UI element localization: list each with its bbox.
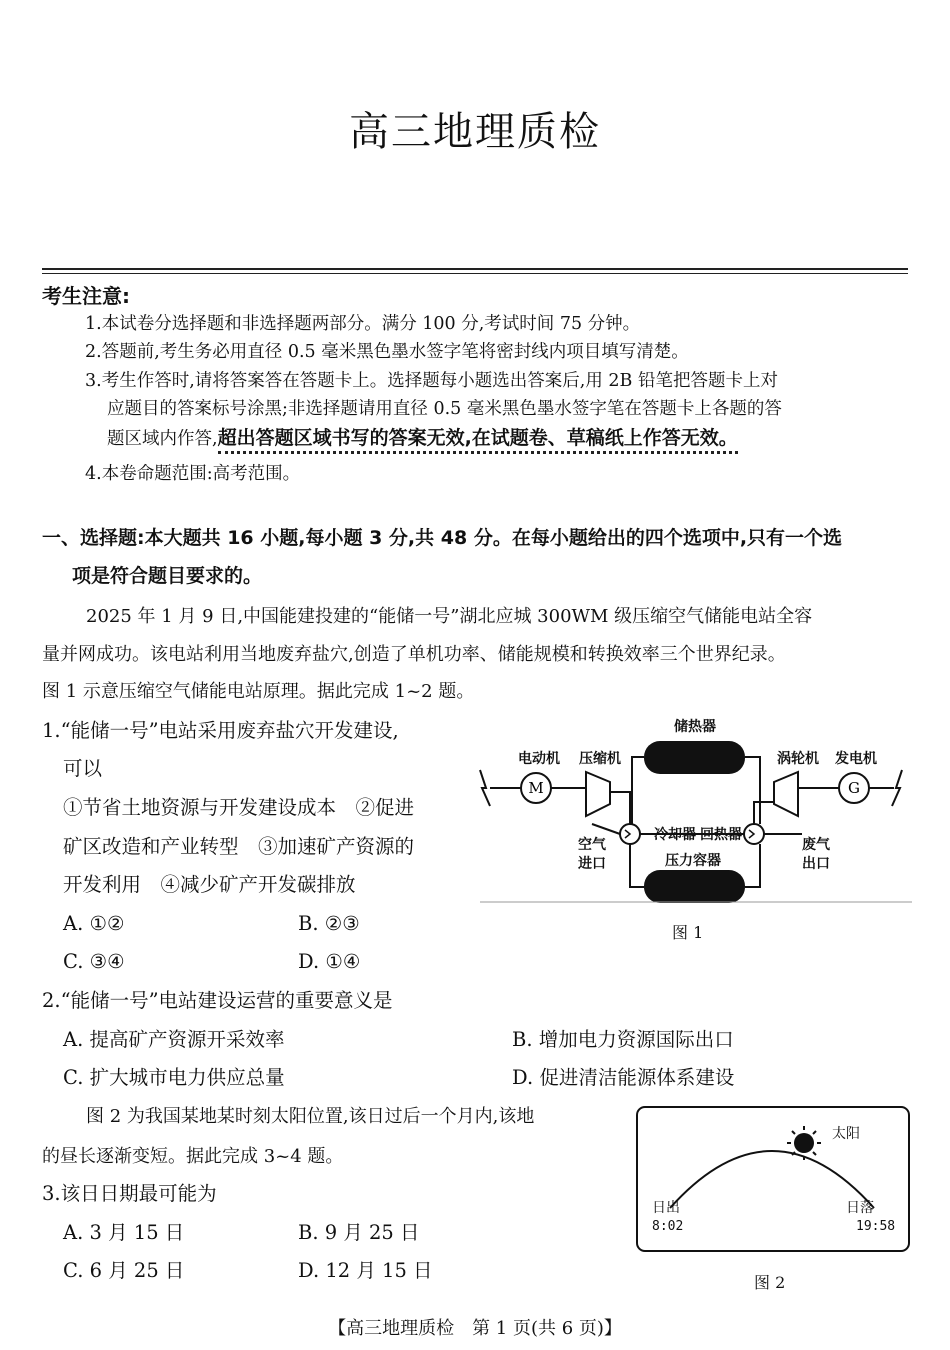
fig1-power-in-icon — [480, 770, 490, 806]
page-footer: 【高三地理质检 第 1 页(共 6 页)】 — [328, 1318, 622, 1339]
notice-item-3-end-text: 题区域内作答, — [107, 429, 218, 449]
notice-emphasis: 超出答题区域书写的答案无效,在试题卷、草稿纸上作答无效。 — [218, 427, 738, 454]
fig1-turbine-icon — [774, 772, 798, 816]
notice-item-3-cont: 应题目的答案标号涂黑;非选择题请用直径 0.5 毫米黑色墨水签字笔在答题卡上各题的答 — [107, 399, 782, 419]
fig2-sunrise-label: 日出 — [652, 1200, 680, 1216]
fig1-label-turbine: 涡轮机 — [777, 751, 819, 767]
fig1-generator-letter: G — [848, 779, 860, 797]
notice-item-3-end — [107, 425, 738, 453]
fig1-label-compressor: 压缩机 — [579, 751, 621, 767]
fig1-label-heat-store: 储热器 — [674, 719, 716, 735]
figure2-diagram — [636, 1106, 912, 1254]
q3-option-d[interactable]: D. 12 月 15 日 — [298, 1259, 433, 1282]
fig1-label-motor: 电动机 — [518, 751, 560, 767]
notice-item-3: 3.考生作答时,请将答案答在答题卡上。选择题每小题选出答案后,用 2B 铅笔把答题卡上对 — [85, 371, 778, 391]
section-heading-cont: 项是符合题目要求的。 — [72, 565, 263, 587]
intro2-line-2: 的昼长逐渐变短。据此完成 3~4 题。 — [42, 1146, 344, 1167]
fig2-sunset-label: 日落 — [846, 1200, 874, 1216]
intro2-line-1: 图 2 为我国某地某时刻太阳位置,该日过后一个月内,该地 — [86, 1106, 535, 1127]
fig1-heat-store-tank — [644, 741, 745, 774]
q1-option-c[interactable]: C. ③④ — [63, 950, 125, 973]
fig1-label-pressure: 压力容器 — [665, 853, 721, 869]
intro1-line-1: 2025 年 1 月 9 日,中国能建投建的“能储一号”湖北应城 300WM 级压缩空气储能电站全容 — [86, 606, 813, 627]
fig1-label-cooler: 冷却器 — [654, 827, 696, 843]
q2-option-b[interactable]: B. 增加电力资源国际出口 — [512, 1028, 734, 1051]
intro1-line-3: 图 1 示意压缩空气储能电站原理。据此完成 1~2 题。 — [42, 681, 475, 702]
fig1-label-generator: 发电机 — [835, 751, 877, 767]
fig1-label-exhaust-1: 废气 — [802, 837, 830, 853]
fig1-compressor-icon — [586, 772, 610, 816]
notice-item-4: 4.本卷命题范围:高考范围。 — [85, 464, 301, 484]
figure2-caption: 图 2 — [754, 1273, 786, 1292]
q1-statement-2: 矿区改造和产业转型 ③加速矿产资源的 — [63, 835, 415, 858]
notice-item-2: 2.答题前,考生务必用直径 0.5 毫米黑色墨水签字笔将密封线内项目填写清楚。 — [85, 342, 689, 362]
q3-stem: 3.该日日期最可能为 — [42, 1182, 217, 1205]
q1-statement-1: ①节省土地资源与开发建设成本 ②促进 — [63, 796, 415, 819]
q1-option-a[interactable]: A. ①② — [63, 912, 125, 935]
figure1-caption: 图 1 — [672, 923, 704, 942]
q1-stem-cont: 可以 — [63, 757, 103, 780]
q3-option-b[interactable]: B. 9 月 25 日 — [298, 1221, 420, 1244]
q1-option-b[interactable]: B. ②③ — [298, 912, 360, 935]
q2-stem: 2.“能储一号”电站建设运营的重要意义是 — [42, 989, 393, 1012]
section-heading: 一、选择题:本大题共 16 小题,每小题 3 分,共 48 分。在每小题给出的四个选项中,只有一个选 — [42, 527, 843, 549]
fig2-sun-label: 太阳 — [832, 1126, 860, 1142]
q3-option-c[interactable]: C. 6 月 25 日 — [63, 1259, 185, 1282]
figure1-diagram — [472, 712, 912, 907]
header-rule — [42, 268, 908, 270]
fig2-sunset-time: 19:58 — [856, 1219, 896, 1234]
fig1-pressure-tank — [644, 870, 745, 903]
fig1-label-exhaust-2: 出口 — [802, 856, 830, 872]
intro1-line-2: 量并网成功。该电站利用当地废弃盐穴,创造了单机功率、储能规模和转换效率三个世界纪录。 — [42, 644, 786, 665]
header-rule-thin — [42, 273, 908, 274]
fig1-label-air-in-2: 进口 — [578, 856, 606, 872]
q1-option-d[interactable]: D. ①④ — [298, 950, 361, 973]
q2-option-a[interactable]: A. 提高矿产资源开采效率 — [63, 1028, 285, 1051]
fig1-label-reheater: 回热器 — [700, 827, 742, 843]
q2-option-c[interactable]: C. 扩大城市电力供应总量 — [63, 1066, 285, 1089]
q2-option-d[interactable]: D. 促进清洁能源体系建设 — [512, 1066, 735, 1089]
q3-option-a[interactable]: A. 3 月 15 日 — [63, 1221, 185, 1244]
fig1-motor-letter: M — [528, 779, 544, 797]
notice-heading: 考生注意: — [42, 284, 130, 308]
q1-stem: 1.“能储一号”电站采用废弃盐穴开发建设, — [42, 719, 399, 742]
q1-statement-3: 开发利用 ④减少矿产开发碳排放 — [63, 873, 356, 896]
fig2-sunrise-time: 8:02 — [652, 1219, 684, 1234]
fig1-label-air-in-1: 空气 — [578, 837, 606, 853]
page-title: 高三地理质检 — [349, 109, 601, 155]
notice-item-1: 1.本试卷分选择题和非选择题两部分。满分 100 分,考试时间 75 分钟。 — [85, 314, 641, 334]
